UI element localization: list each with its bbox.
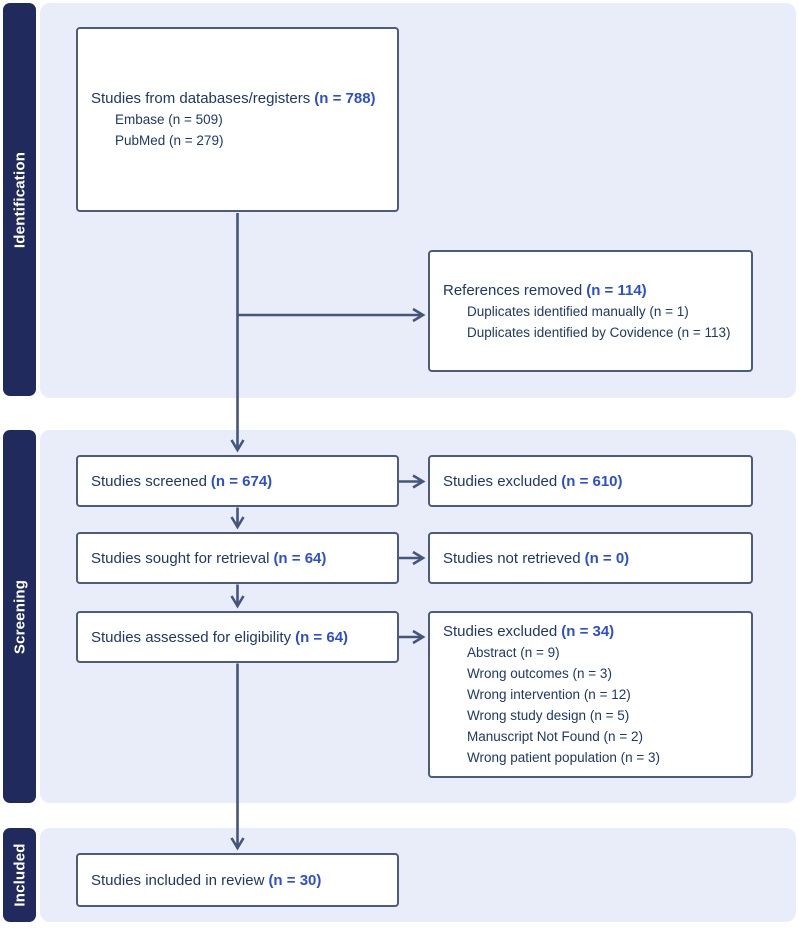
box-studies-from-databases bbox=[76, 27, 399, 212]
box-sub-item: Embase (n = 509) bbox=[115, 112, 223, 127]
box-label: Studies from databases/registers bbox=[91, 90, 311, 107]
sidebar-identification bbox=[3, 3, 36, 396]
box-n-value: (n = 64) bbox=[295, 628, 349, 646]
box-sub-item: Wrong patient population (n = 3) bbox=[467, 750, 661, 765]
sidebar-label-identification: Identification bbox=[11, 151, 28, 248]
box-studies-excluded-screening bbox=[428, 455, 753, 507]
box-n-value: (n = 610) bbox=[561, 472, 623, 490]
box-n-value: (n = 0) bbox=[584, 549, 630, 567]
box-label: Studies included in review bbox=[91, 871, 265, 889]
box-studies-assessed-eligibility bbox=[76, 611, 399, 663]
box-sub-item: PubMed (n = 279) bbox=[115, 133, 224, 148]
box-n-value: (n = 64) bbox=[273, 549, 327, 567]
box-label: Studies excluded bbox=[443, 472, 558, 490]
box-label: References removed bbox=[443, 281, 583, 299]
sidebar-included bbox=[3, 828, 36, 922]
box-n-value: (n = 34) bbox=[561, 623, 615, 640]
box-sub-item: Duplicates identified by Covidence (n = 113) bbox=[467, 324, 731, 340]
sidebar-label-included: Included bbox=[11, 843, 28, 907]
box-label: Studies not retrieved bbox=[443, 549, 581, 567]
box-label: Studies sought for retrieval bbox=[91, 549, 270, 567]
box-label: Studies screened bbox=[91, 472, 207, 490]
box-sub-item: Wrong intervention (n = 12) bbox=[467, 687, 631, 702]
box-studies-screened bbox=[76, 455, 399, 507]
box-label: Studies excluded bbox=[443, 623, 558, 640]
box-n-value: (n = 114) bbox=[586, 281, 647, 299]
box-n-value: (n = 30) bbox=[268, 871, 322, 889]
sidebar-label-screening: Screening bbox=[11, 579, 28, 654]
box-studies-sought-retrieval bbox=[76, 532, 399, 584]
box-sub-item: Manuscript Not Found (n = 2) bbox=[467, 729, 643, 744]
box-references-removed bbox=[428, 250, 753, 372]
box-sub-item: Duplicates identified manually (n = 1) bbox=[467, 303, 689, 319]
box-label: Studies assessed for eligibility bbox=[91, 628, 292, 646]
box-studies-included-review bbox=[76, 853, 399, 907]
box-sub-item: Abstract (n = 9) bbox=[467, 645, 560, 660]
box-studies-excluded-eligibility bbox=[428, 611, 753, 778]
box-studies-not-retrieved bbox=[428, 532, 753, 584]
box-sub-item: Wrong study design (n = 5) bbox=[467, 708, 630, 723]
box-n-value: (n = 674) bbox=[210, 472, 273, 490]
sidebar-screening bbox=[3, 430, 36, 803]
box-n-value: (n = 788) bbox=[314, 90, 376, 107]
box-sub-item: Wrong outcomes (n = 3) bbox=[467, 666, 612, 681]
